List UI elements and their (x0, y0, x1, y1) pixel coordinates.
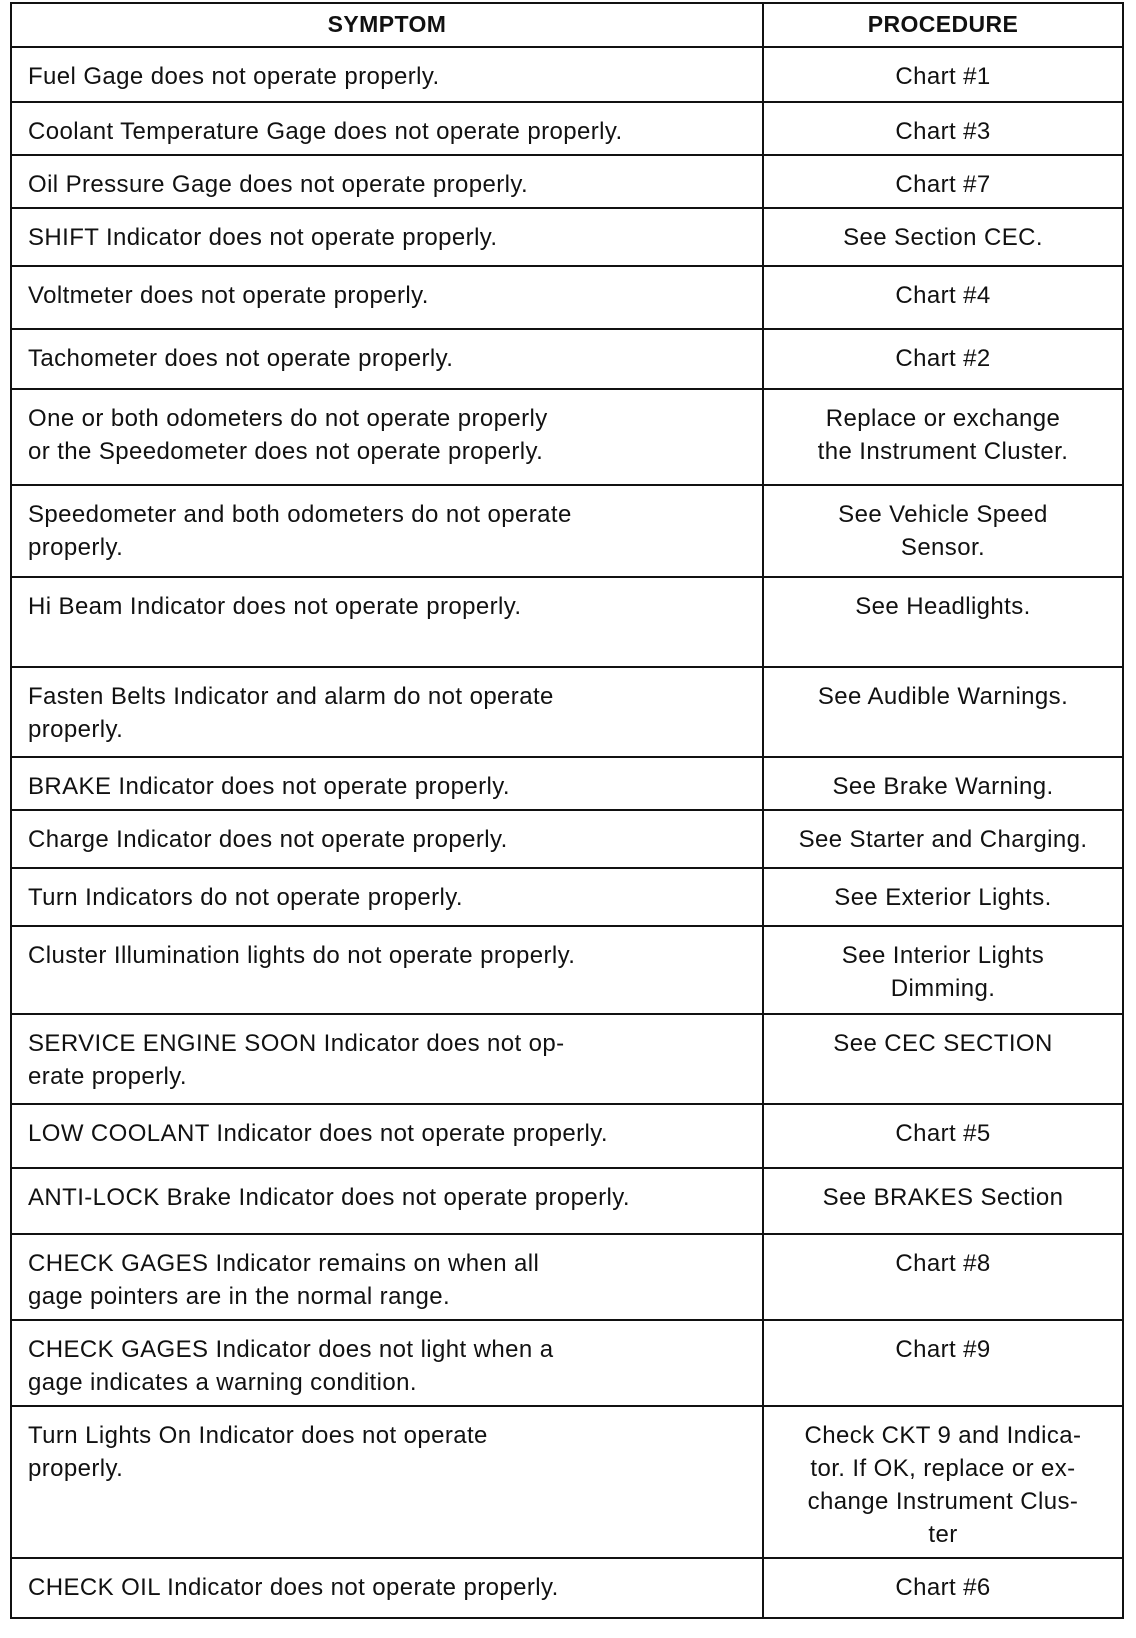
symptom-cell: Voltmeter does not operate properly. (11, 266, 763, 329)
table-row (11, 389, 1123, 485)
symptom-cell: SHIFT Indicator does not operate properly. (11, 208, 763, 266)
procedure-cell: See Brake Warning. (763, 757, 1123, 810)
symptom-cell: SERVICE ENGINE SOON Indicator does not op- erate properly. (11, 1014, 763, 1104)
procedure-cell: See CEC SECTION (763, 1014, 1123, 1104)
symptom-cell: CHECK GAGES Indicator does not light when a gage indicates a warning condition. (11, 1320, 763, 1406)
table-row (11, 1406, 1123, 1558)
symptom-cell: Speedometer and both odometers do not operate properly. (11, 485, 763, 577)
procedure-cell: Chart #2 (763, 329, 1123, 389)
symptom-cell: Fasten Belts Indicator and alarm do not operate properly. (11, 667, 763, 757)
procedure-cell: See Starter and Charging. (763, 810, 1123, 868)
table-row (11, 1168, 1123, 1234)
table-row (11, 868, 1123, 926)
procedure-cell: Check CKT 9 and Indica- tor. If OK, replace or ex- change Instrument Clus- ter (763, 1406, 1123, 1558)
procedure-cell: Chart #1 (763, 47, 1123, 102)
procedure-cell: See Exterior Lights. (763, 868, 1123, 926)
table-row (11, 810, 1123, 868)
procedure-cell: See Vehicle Speed Sensor. (763, 485, 1123, 577)
procedure-cell: See Headlights. (763, 577, 1123, 667)
procedure-cell: Chart #6 (763, 1558, 1123, 1618)
procedure-cell: See BRAKES Section (763, 1168, 1123, 1234)
procedure-cell: Chart #3 (763, 102, 1123, 155)
symptom-cell: Oil Pressure Gage does not operate properly. (11, 155, 763, 208)
symptom-cell: Charge Indicator does not operate properly. (11, 810, 763, 868)
table-row (11, 1014, 1123, 1104)
table-row (11, 208, 1123, 266)
table-row (11, 47, 1123, 102)
symptom-cell: Coolant Temperature Gage does not operate properly. (11, 102, 763, 155)
table-row (11, 266, 1123, 329)
symptom-cell: LOW COOLANT Indicator does not operate properly. (11, 1104, 763, 1168)
procedure-column-header: PROCEDURE (763, 3, 1123, 47)
table-row (11, 577, 1123, 667)
symptom-cell: Hi Beam Indicator does not operate properly. (11, 577, 763, 667)
procedure-cell: See Section CEC. (763, 208, 1123, 266)
symptom-cell: Cluster Illumination lights do not operate properly. (11, 926, 763, 1014)
symptom-cell: Turn Indicators do not operate properly. (11, 868, 763, 926)
table-row (11, 667, 1123, 757)
table-row (11, 757, 1123, 810)
procedure-cell: Chart #9 (763, 1320, 1123, 1406)
table-row (11, 1104, 1123, 1168)
symptom-cell: Fuel Gage does not operate properly. (11, 47, 763, 102)
symptom-cell: ANTI-LOCK Brake Indicator does not operate properly. (11, 1168, 763, 1234)
symptom-cell: Tachometer does not operate properly. (11, 329, 763, 389)
table-row (11, 1558, 1123, 1618)
table-row (11, 1320, 1123, 1406)
procedure-cell: See Audible Warnings. (763, 667, 1123, 757)
table-row (11, 1234, 1123, 1320)
procedure-cell: Chart #4 (763, 266, 1123, 329)
symptom-cell: BRAKE Indicator does not operate properly. (11, 757, 763, 810)
symptom-cell: CHECK OIL Indicator does not operate properly. (11, 1558, 763, 1618)
symptom-cell: Turn Lights On Indicator does not operate properly. (11, 1406, 763, 1558)
table-row (11, 926, 1123, 1014)
symptom-cell: CHECK GAGES Indicator remains on when all gage pointers are in the normal range. (11, 1234, 763, 1320)
procedure-cell: Chart #8 (763, 1234, 1123, 1320)
procedure-cell: See Interior Lights Dimming. (763, 926, 1123, 1014)
procedure-cell: Chart #5 (763, 1104, 1123, 1168)
table-row (11, 485, 1123, 577)
table-row (11, 329, 1123, 389)
procedure-cell: Chart #7 (763, 155, 1123, 208)
table-row (11, 155, 1123, 208)
procedure-cell: Replace or exchange the Instrument Cluster. (763, 389, 1123, 485)
table-row (11, 102, 1123, 155)
table-header-row (11, 3, 1123, 47)
symptom-procedure-table (10, 2, 1124, 1619)
symptom-cell: One or both odometers do not operate properly or the Speedometer does not operate properly. (11, 389, 763, 485)
symptom-column-header: SYMPTOM (11, 3, 763, 47)
